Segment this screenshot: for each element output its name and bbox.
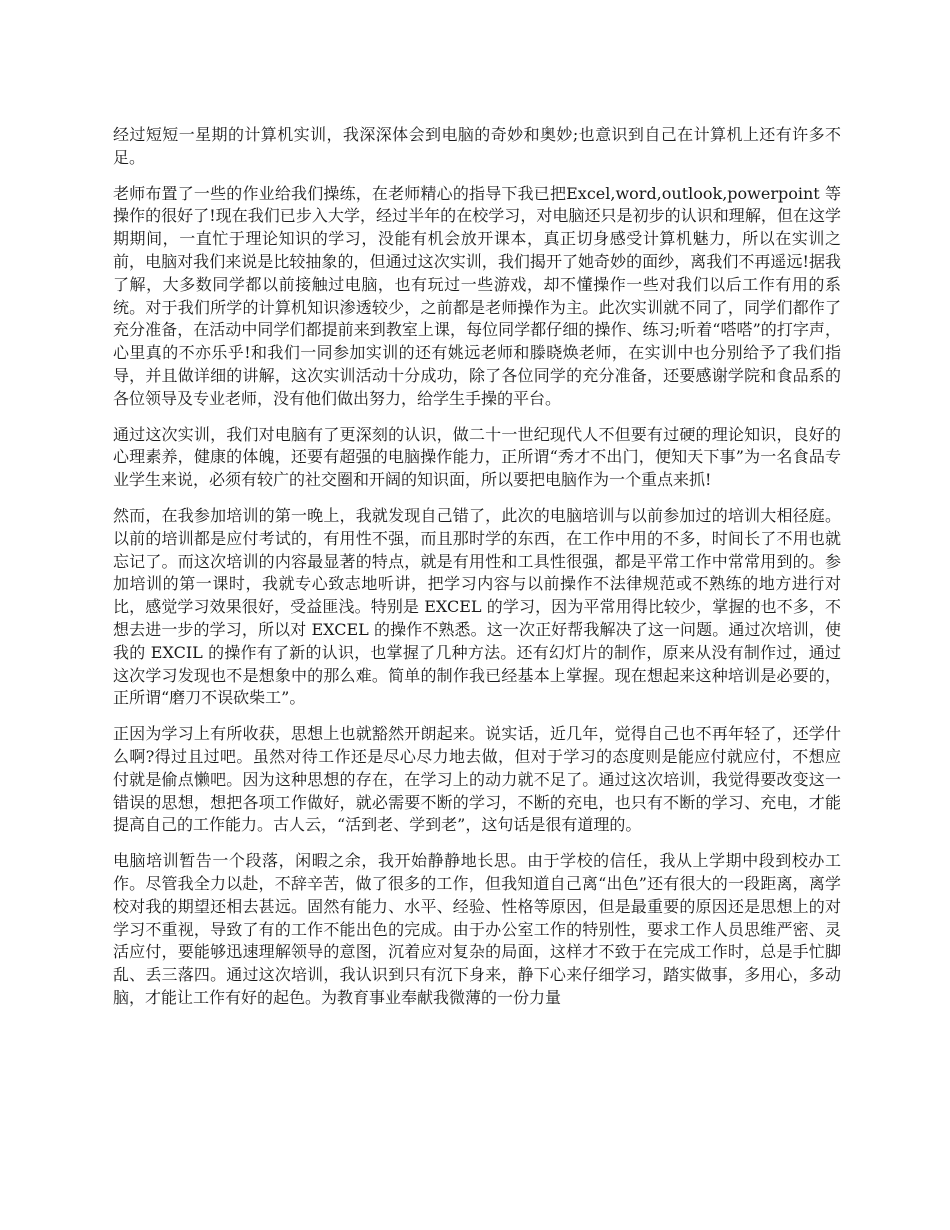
document-body — [113, 124, 841, 1023]
paragraph-6: 电脑培训暂告一个段落，闲暇之余，我开始静静地长思。由于学校的信任，我从上学期中段到校办工作。尽管我全力以赴，不辞辛苦，做了很多的工作，但我知道自己离“出色”还有很大的一段距离，离学校对我的期望还相去甚远。固然有能力、水平、经验、性格等原因，但是最重要的原因还是思想上的对学习不重视，导致了有的工作不能出色的完成。由于办公室工作的特别性，要求工作人员思维严密、灵活应付，要能够迅速理解领导的意图，沉着应对复杂的局面，这样才不致于在完成工作时，总是手忙脚乱、丢三落四。通过这次培训，我认识到只有沉下身来，静下心来仔细学习，踏实做事，多用心，多动脑，才能让工作有好的起色。为教育事业奉献我微薄的一份力量 — [113, 851, 841, 1007]
paragraph-2: 老师布置了一些的作业给我们操练，在老师精心的指导下我已把Excel,word,outlook,powerpoint 等操作的很好了!现在我们已步入大学，经过半年的在校学习，对电脑还只是初步的认识和理解，但在这学期期间，一直忙于理论知识的学习，没能有机会放开课本，真正切身感受计算机魅力，所以在实训之前，电脑对我们来说是比较抽象的，但通过这次实训，我们揭开了她奇妙的面纱，离我们不再遥远!据我了解，大多数同学都以前接触过电脑，也有玩过一些游戏，却不懂操作一些对我们以后工作有用的系统。对于我们所学的计算机知识渗透较少，之前都是老师操作为主。此次实训就不同了，同学们都作了充分准备，在活动中同学们都提前来到教室上课，每位同学都仔细的操作、练习;听着“嗒嗒”的打字声，心里真的不亦乐乎!和我们一同参加实训的还有姚远老师和滕晓焕老师，在实训中也分别给予了我们指导，并且做详细的讲解，这次实训活动十分成功，除了各位同学的充分准备，还要感谢学院和食品系的各位领导及专业老师，没有他们做出努力，给学生手操的平台。 — [113, 183, 841, 408]
paragraph-1: 经过短短一星期的计算机实训，我深深体会到电脑的奇妙和奥妙;也意识到自己在计算机上还有许多不足。 — [113, 125, 841, 167]
paragraph-4: 然而，在我参加培训的第一晚上，我就发现自己错了，此次的电脑培训与以前参加过的培训大相径庭。以前的培训都是应付考试的，有用性不强，而且那时学的东西，在工作中用的不多，时间长了不用也就忘记了。而这次培训的内容最显著的特点，就是有用性和工具性很强，都是平常工作中常常用到的。参加培训的第一课时，我就专心致志地听讲，把学习内容与以前操作不法律规范或不熟练的地方进行对比，感觉学习效果很好，受益匪浅。特别是 EXCEL 的学习，因为平常用得比较少，掌握的也不多，不想去进一步的学习，所以对 EXCEL 的操作不熟悉。这一次正好帮我解决了这一问题。通过次培训，使我的 EXCIL 的操作有了新的认识，也掌握了几种方法。还有幻灯片的制作，原来从没有制作过，通过这次学习发现也不是想象中的那么难。简单的制作我已经基本上掌握。现在想起来这种培训是必要的，正所谓“磨刀不误砍柴工”。 — [113, 505, 841, 708]
paragraph-5: 正因为学习上有所收获，思想上也就豁然开朗起来。说实话，近几年，觉得自己也不再年轻了，还学什么啊?得过且过吧。虽然对待工作还是尽心尽力地去做，但对于学习的态度则是能应付就应付，不想应付就是偷点懒吧。因为这种思想的存在，在学习上的动力就不足了。通过这次培训，我觉得要改变这一错误的思想，想把各项工作做好，就必需要不断的学习，不断的充电，也只有不断的学习、充电，才能提高自己的工作能力。古人云，“活到老、学到老”，这句话是很有道理的。 — [113, 724, 841, 835]
paragraph-3: 通过这次实训，我们对电脑有了更深刻的认识，做二十一世纪现代人不但要有过硬的理论知识，良好的心理素养，健康的体魄，还要有超强的电脑操作能力，正所谓“秀才不出门，便知天下事”为一名食品专业学生来说，必须有较广的社交圈和开阔的知识面，所以要把电脑作为一个重点来抓! — [113, 424, 841, 490]
